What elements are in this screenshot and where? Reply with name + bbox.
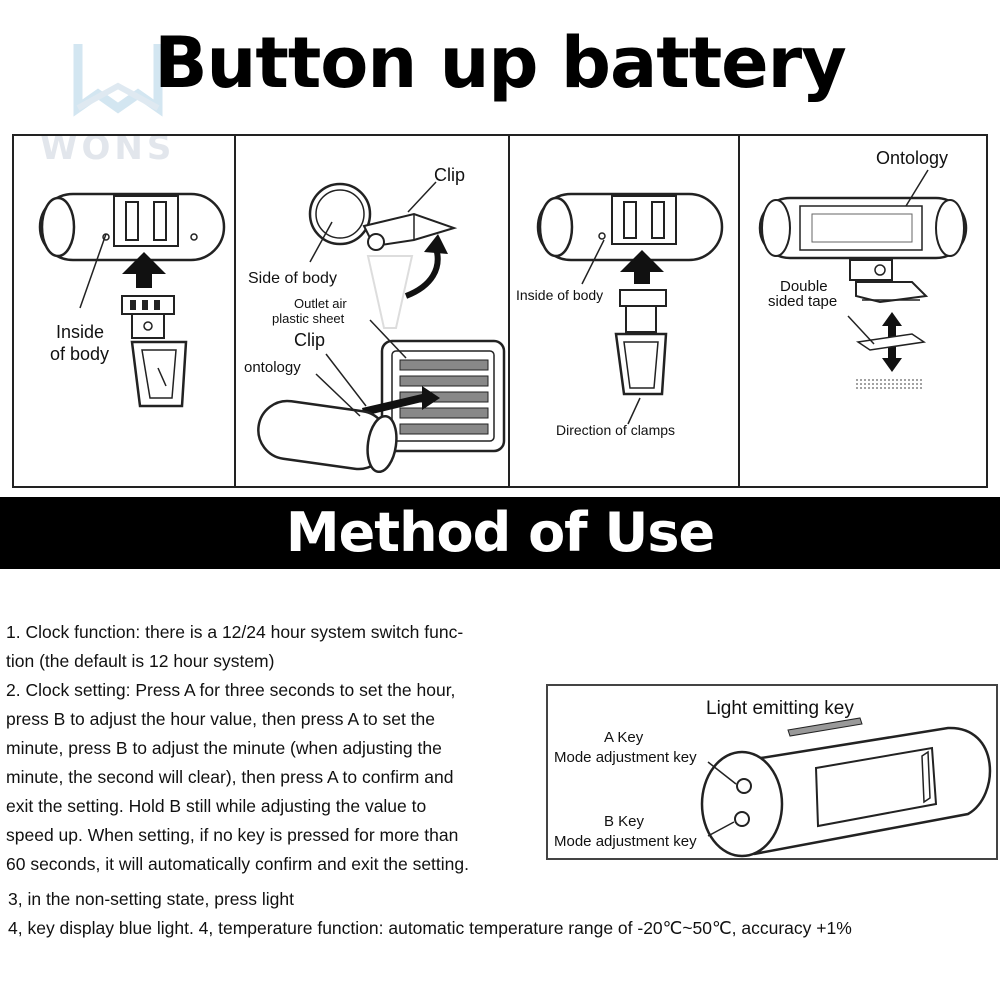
label-plastic-sheet: plastic sheet	[272, 311, 345, 326]
panel-inside-body	[14, 136, 236, 486]
label-clip-top: Clip	[434, 165, 466, 185]
label-direction-of-clamps: Direction of clamps	[556, 422, 676, 438]
instruction-2-line: minute, press B to adjust the minute (when adjusting the	[6, 738, 442, 758]
banner-title: Method of Use	[285, 501, 715, 564]
panel-outlet-mount	[236, 136, 510, 486]
label-clip-mid: Clip	[294, 330, 326, 350]
label-inside-of-body: Inside of body	[516, 287, 604, 303]
instruction-2-line: exit the setting. Hold B still while adjusting the value to	[6, 796, 427, 816]
panel-double-sided-tape	[740, 136, 988, 486]
instruction-3: 3, in the non-setting state, press light	[8, 889, 294, 909]
instruction-1-line-2: tion (the default is 12 hour system)	[6, 651, 275, 671]
installation-panels	[12, 134, 988, 488]
label-outlet-air: Outlet air	[294, 296, 347, 311]
instruction-2-line: 2. Clock setting: Press A for three seconds to set the hour,	[6, 680, 456, 700]
panel-clamp-direction	[510, 136, 740, 486]
label-ontology-p4: Ontology	[876, 148, 949, 168]
instruction-1-line-1: 1. Clock function: there is a 12/24 hour system switch func-	[6, 622, 464, 642]
clip-install-diagram	[14, 136, 236, 488]
method-banner	[0, 497, 1000, 569]
label-b-key: B Key	[604, 813, 645, 830]
device-keys-diagram	[546, 684, 998, 860]
instruction-2-line: minute, the second will clear), then press A to confirm and	[6, 767, 454, 787]
label-double: Double	[780, 278, 828, 295]
label-side-of-body: Side of body	[248, 270, 337, 287]
label-b-mode: Mode adjustment key	[554, 833, 697, 850]
instruction-2-line: 60 seconds, it will automatically confirm and exit the setting.	[6, 854, 469, 874]
label-ontology-p2: ontology	[244, 359, 301, 376]
logo-text: WONS	[40, 128, 176, 168]
label-inside: Inside	[56, 322, 105, 342]
label-light-emitting-key: Light emitting key	[706, 698, 854, 719]
instruction-2-line: press B to adjust the hour value, then press A to set the	[6, 709, 436, 729]
instructions	[6, 618, 536, 879]
tape-mount-diagram	[740, 136, 988, 488]
label-of-body: of body	[50, 344, 110, 364]
label-a-key: A Key	[604, 729, 644, 746]
instruction-4: 4, key display blue light. 4, temperature function: automatic temperature range of -20℃~50℃, accuracy +1%	[8, 918, 852, 938]
label-sided-tape: sided tape	[768, 293, 838, 310]
label-a-mode: Mode adjustment key	[554, 749, 697, 766]
page-title: Button up battery	[154, 22, 846, 104]
instruction-2-line: speed up. When setting, if no key is pressed for more than	[6, 825, 459, 845]
